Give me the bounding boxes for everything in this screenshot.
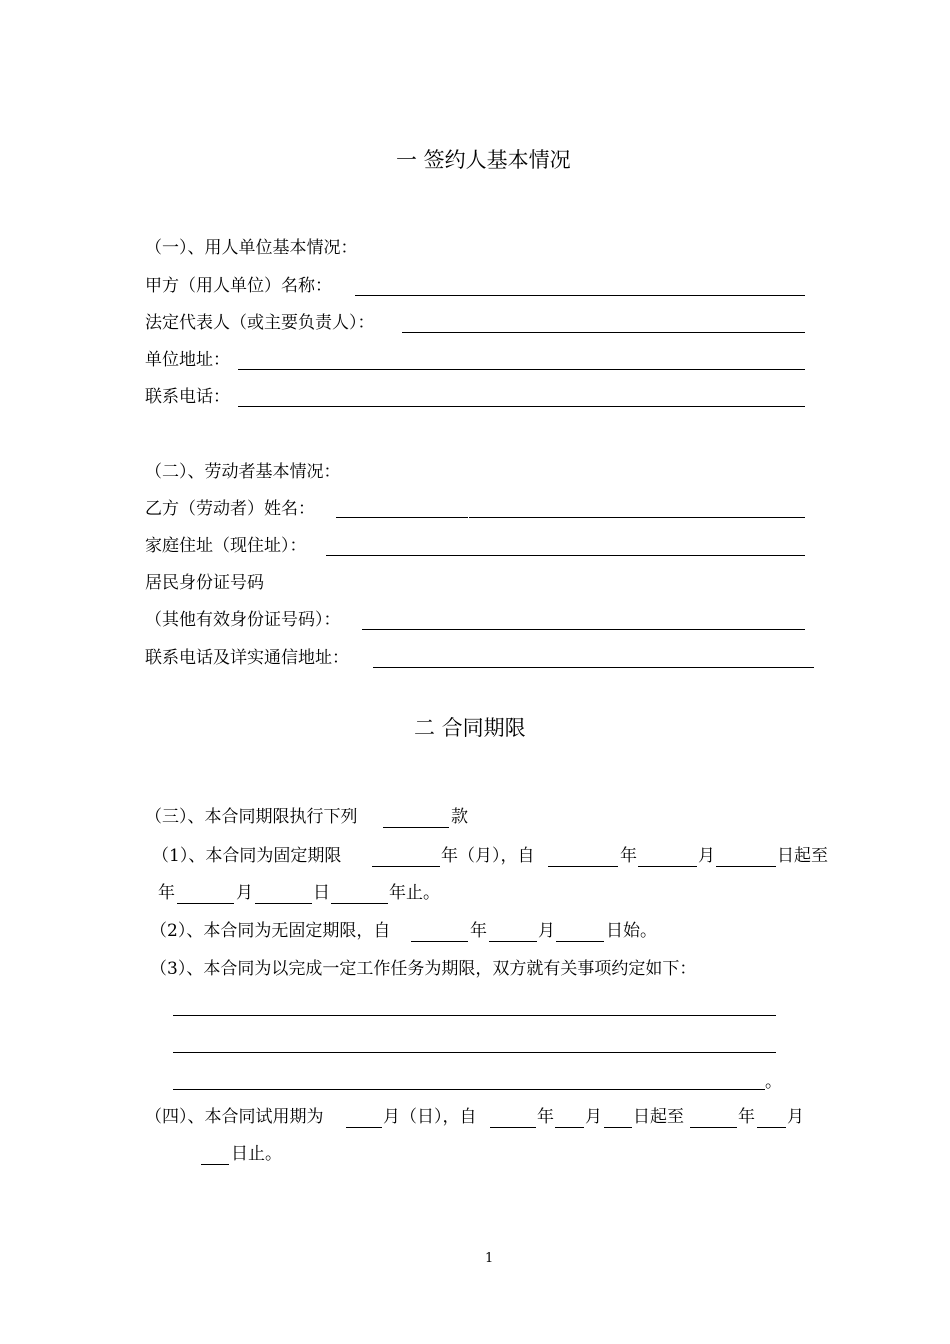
fixed-end-text: 年止。 bbox=[389, 883, 440, 903]
contact-address-field[interactable] bbox=[373, 667, 814, 668]
probation-end-text: 日止。 bbox=[231, 1144, 282, 1164]
open-term-text: （2）、本合同为无固定期限，自 bbox=[150, 921, 391, 941]
id-number-label: 居民身份证号码 bbox=[145, 573, 264, 593]
worker-name-label: 乙方（劳动者）姓名： bbox=[145, 499, 315, 519]
other-id-label: （其他有效身份证号码）： bbox=[145, 610, 341, 630]
open-year-text: 年 bbox=[470, 921, 487, 941]
fixed-term-text: （1）、本合同为固定期限 bbox=[152, 846, 342, 866]
open-month-text: 月 bbox=[538, 921, 555, 941]
probation-from-text: 日起至 bbox=[633, 1107, 684, 1127]
employer-phone-label: 联系电话： bbox=[145, 387, 230, 407]
employer-address-label: 单位地址： bbox=[145, 350, 230, 370]
open-start-day-field[interactable] bbox=[556, 941, 604, 942]
worker-name-field-short[interactable] bbox=[336, 517, 468, 518]
fixed-start-day-field[interactable] bbox=[716, 866, 776, 867]
open-start-year-field[interactable] bbox=[411, 941, 468, 942]
clause3-suffix: 款 bbox=[451, 807, 468, 827]
fixed-end-year-prefix: 年 bbox=[158, 883, 175, 903]
probation-end-year-field[interactable] bbox=[690, 1127, 737, 1128]
employer-address-field[interactable] bbox=[238, 369, 805, 370]
probation-end-month-text: 月 bbox=[787, 1107, 804, 1127]
employer-phone-field[interactable] bbox=[238, 406, 805, 407]
probation-year-text: 年 bbox=[537, 1107, 554, 1127]
clause3-text: （三）、本合同期限执行下列 bbox=[145, 807, 358, 827]
home-address-field[interactable] bbox=[326, 555, 805, 556]
fixed-end-year-field[interactable] bbox=[177, 903, 234, 904]
fixed-end-day-field[interactable] bbox=[331, 903, 388, 904]
section-title-contract-term: 二 合同期限 bbox=[414, 716, 526, 740]
fixed-end-month-field[interactable] bbox=[255, 903, 312, 904]
probation-end-month-field[interactable] bbox=[757, 1127, 786, 1128]
fixed-year-text: 年 bbox=[620, 846, 637, 866]
probation-start-day-field[interactable] bbox=[604, 1127, 632, 1128]
legal-rep-field[interactable] bbox=[402, 332, 805, 333]
task-terms-line-1[interactable] bbox=[173, 1015, 776, 1016]
probation-end-year-text: 年 bbox=[738, 1107, 755, 1127]
id-number-field[interactable] bbox=[362, 629, 805, 630]
probation-month-text: 月 bbox=[585, 1107, 602, 1127]
probation-end-day-field[interactable] bbox=[201, 1164, 229, 1165]
page-number: 1 bbox=[485, 1251, 494, 1266]
fixed-month-text: 月 bbox=[698, 846, 715, 866]
probation-unit-text: 月（日），自 bbox=[383, 1107, 477, 1127]
task-terms-line-2[interactable] bbox=[173, 1052, 776, 1053]
employer-heading: （一）、用人单位基本情况： bbox=[145, 238, 358, 258]
fixed-end-month-text: 月 bbox=[236, 883, 253, 903]
employer-name-field[interactable] bbox=[355, 295, 805, 296]
worker-name-field[interactable] bbox=[469, 517, 805, 518]
fixed-end-day-text: 日 bbox=[313, 883, 330, 903]
probation-start-month-field[interactable] bbox=[555, 1127, 584, 1128]
contact-address-label: 联系电话及详实通信地址： bbox=[145, 648, 349, 668]
open-start-text: 日始。 bbox=[606, 921, 657, 941]
open-start-month-field[interactable] bbox=[489, 941, 537, 942]
task-terms-line-3[interactable] bbox=[173, 1089, 765, 1090]
fixed-from-text: 日起至 bbox=[777, 846, 828, 866]
clause-choice-field[interactable] bbox=[383, 827, 449, 828]
fixed-start-month-field[interactable] bbox=[638, 866, 697, 867]
fixed-start-year-field[interactable] bbox=[548, 866, 618, 867]
probation-duration-field[interactable] bbox=[346, 1127, 382, 1128]
probation-start-year-field[interactable] bbox=[490, 1127, 536, 1128]
fixed-unit-text: 年（月），自 bbox=[441, 846, 535, 866]
task-term-text: （3）、本合同为以完成一定工作任务为期限，双方就有关事项约定如下： bbox=[150, 959, 697, 979]
probation-text: （四）、本合同试用期为 bbox=[145, 1107, 324, 1127]
legal-rep-label: 法定代表人（或主要负责人）： bbox=[145, 313, 375, 333]
worker-heading: （二）、劳动者基本情况： bbox=[145, 462, 341, 482]
home-address-label: 家庭住址（现住址）： bbox=[145, 536, 307, 556]
fixed-duration-field[interactable] bbox=[372, 866, 440, 867]
employer-name-label: 甲方（用人单位）名称： bbox=[145, 276, 332, 296]
section-title-signatories: 一 签约人基本情况 bbox=[396, 148, 571, 172]
task-terms-period: 。 bbox=[765, 1072, 782, 1092]
